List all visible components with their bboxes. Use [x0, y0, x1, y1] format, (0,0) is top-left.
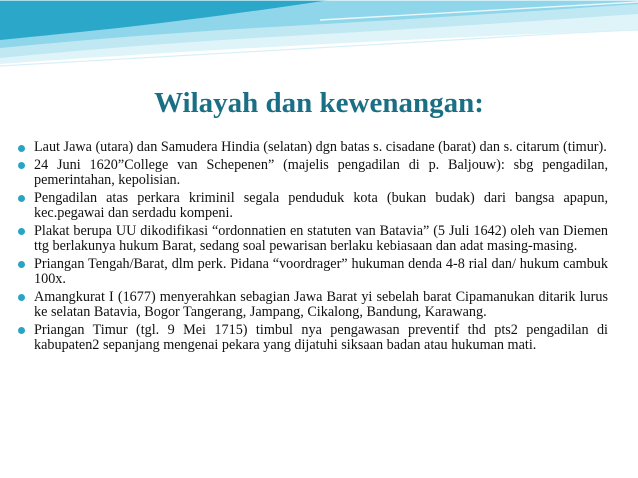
bullet-list [18, 140, 608, 356]
list-item [18, 191, 608, 222]
bullet-dot-icon [18, 195, 25, 202]
list-item-text: Pengadilan atas perkara kriminil segala penduduk kota (bukan budak) dari bangsa apapun, kec.pegawai dan serdadu kompeni. [34, 189, 608, 221]
list-item-text: Amangkurat I (1677) menyerahkan sebagian Jawa Barat yi sebelah barat Cipamanukan ditarik lurus ke selatan Batavia, Bogor Tangerang, Jampang, Cikalong, Bandung, Karawang. [34, 288, 608, 320]
bullet-dot-icon [18, 294, 25, 301]
bullet-dot-icon [18, 261, 25, 268]
header-wave-decoration [0, 0, 638, 80]
list-item [18, 224, 608, 255]
list-item [18, 290, 608, 321]
bullet-dot-icon [18, 145, 25, 152]
bullet-dot-icon [18, 162, 25, 169]
list-item-text: 24 Juni 1620”College van Schepenen” (majelis pengadilan di p. Baljouw): sbg pengadilan, pemerintahan, kepolisian. [34, 156, 608, 188]
list-item [18, 323, 608, 354]
list-item-text: Priangan Tengah/Barat, dlm perk. Pidana “voordrager” hukuman denda 4-8 rial dan/ hukum cambuk 100x. [34, 255, 608, 287]
list-item-text: Laut Jawa (utara) dan Samudera Hindia (selatan) dgn batas s. cisadane (barat) dan s. citarum (timur). [34, 139, 607, 155]
list-item-text: Priangan Timur (tgl. 9 Mei 1715) timbul nya pengawasan preventif thd pts2 pengadilan di kabupaten2 sepanjang mengenai pekara yang dijatuhi siksaan badan atau hukuman mati. [34, 321, 608, 353]
list-item [18, 140, 608, 156]
list-item-text: Plakat berupa UU dikodifikasi “ordonnatien en statuten van Batavia” (5 Juli 1642) oleh van Diemen ttg berlakunya hukum Barat, sedang soal pewarisan berlaku kebiasaan dan adat masing-masing. [34, 222, 608, 254]
list-item [18, 158, 608, 189]
bullet-dot-icon [18, 327, 25, 334]
bullet-dot-icon [18, 228, 25, 235]
slide-title: Wilayah dan kewenangan: [154, 87, 484, 119]
list-item [18, 257, 608, 288]
